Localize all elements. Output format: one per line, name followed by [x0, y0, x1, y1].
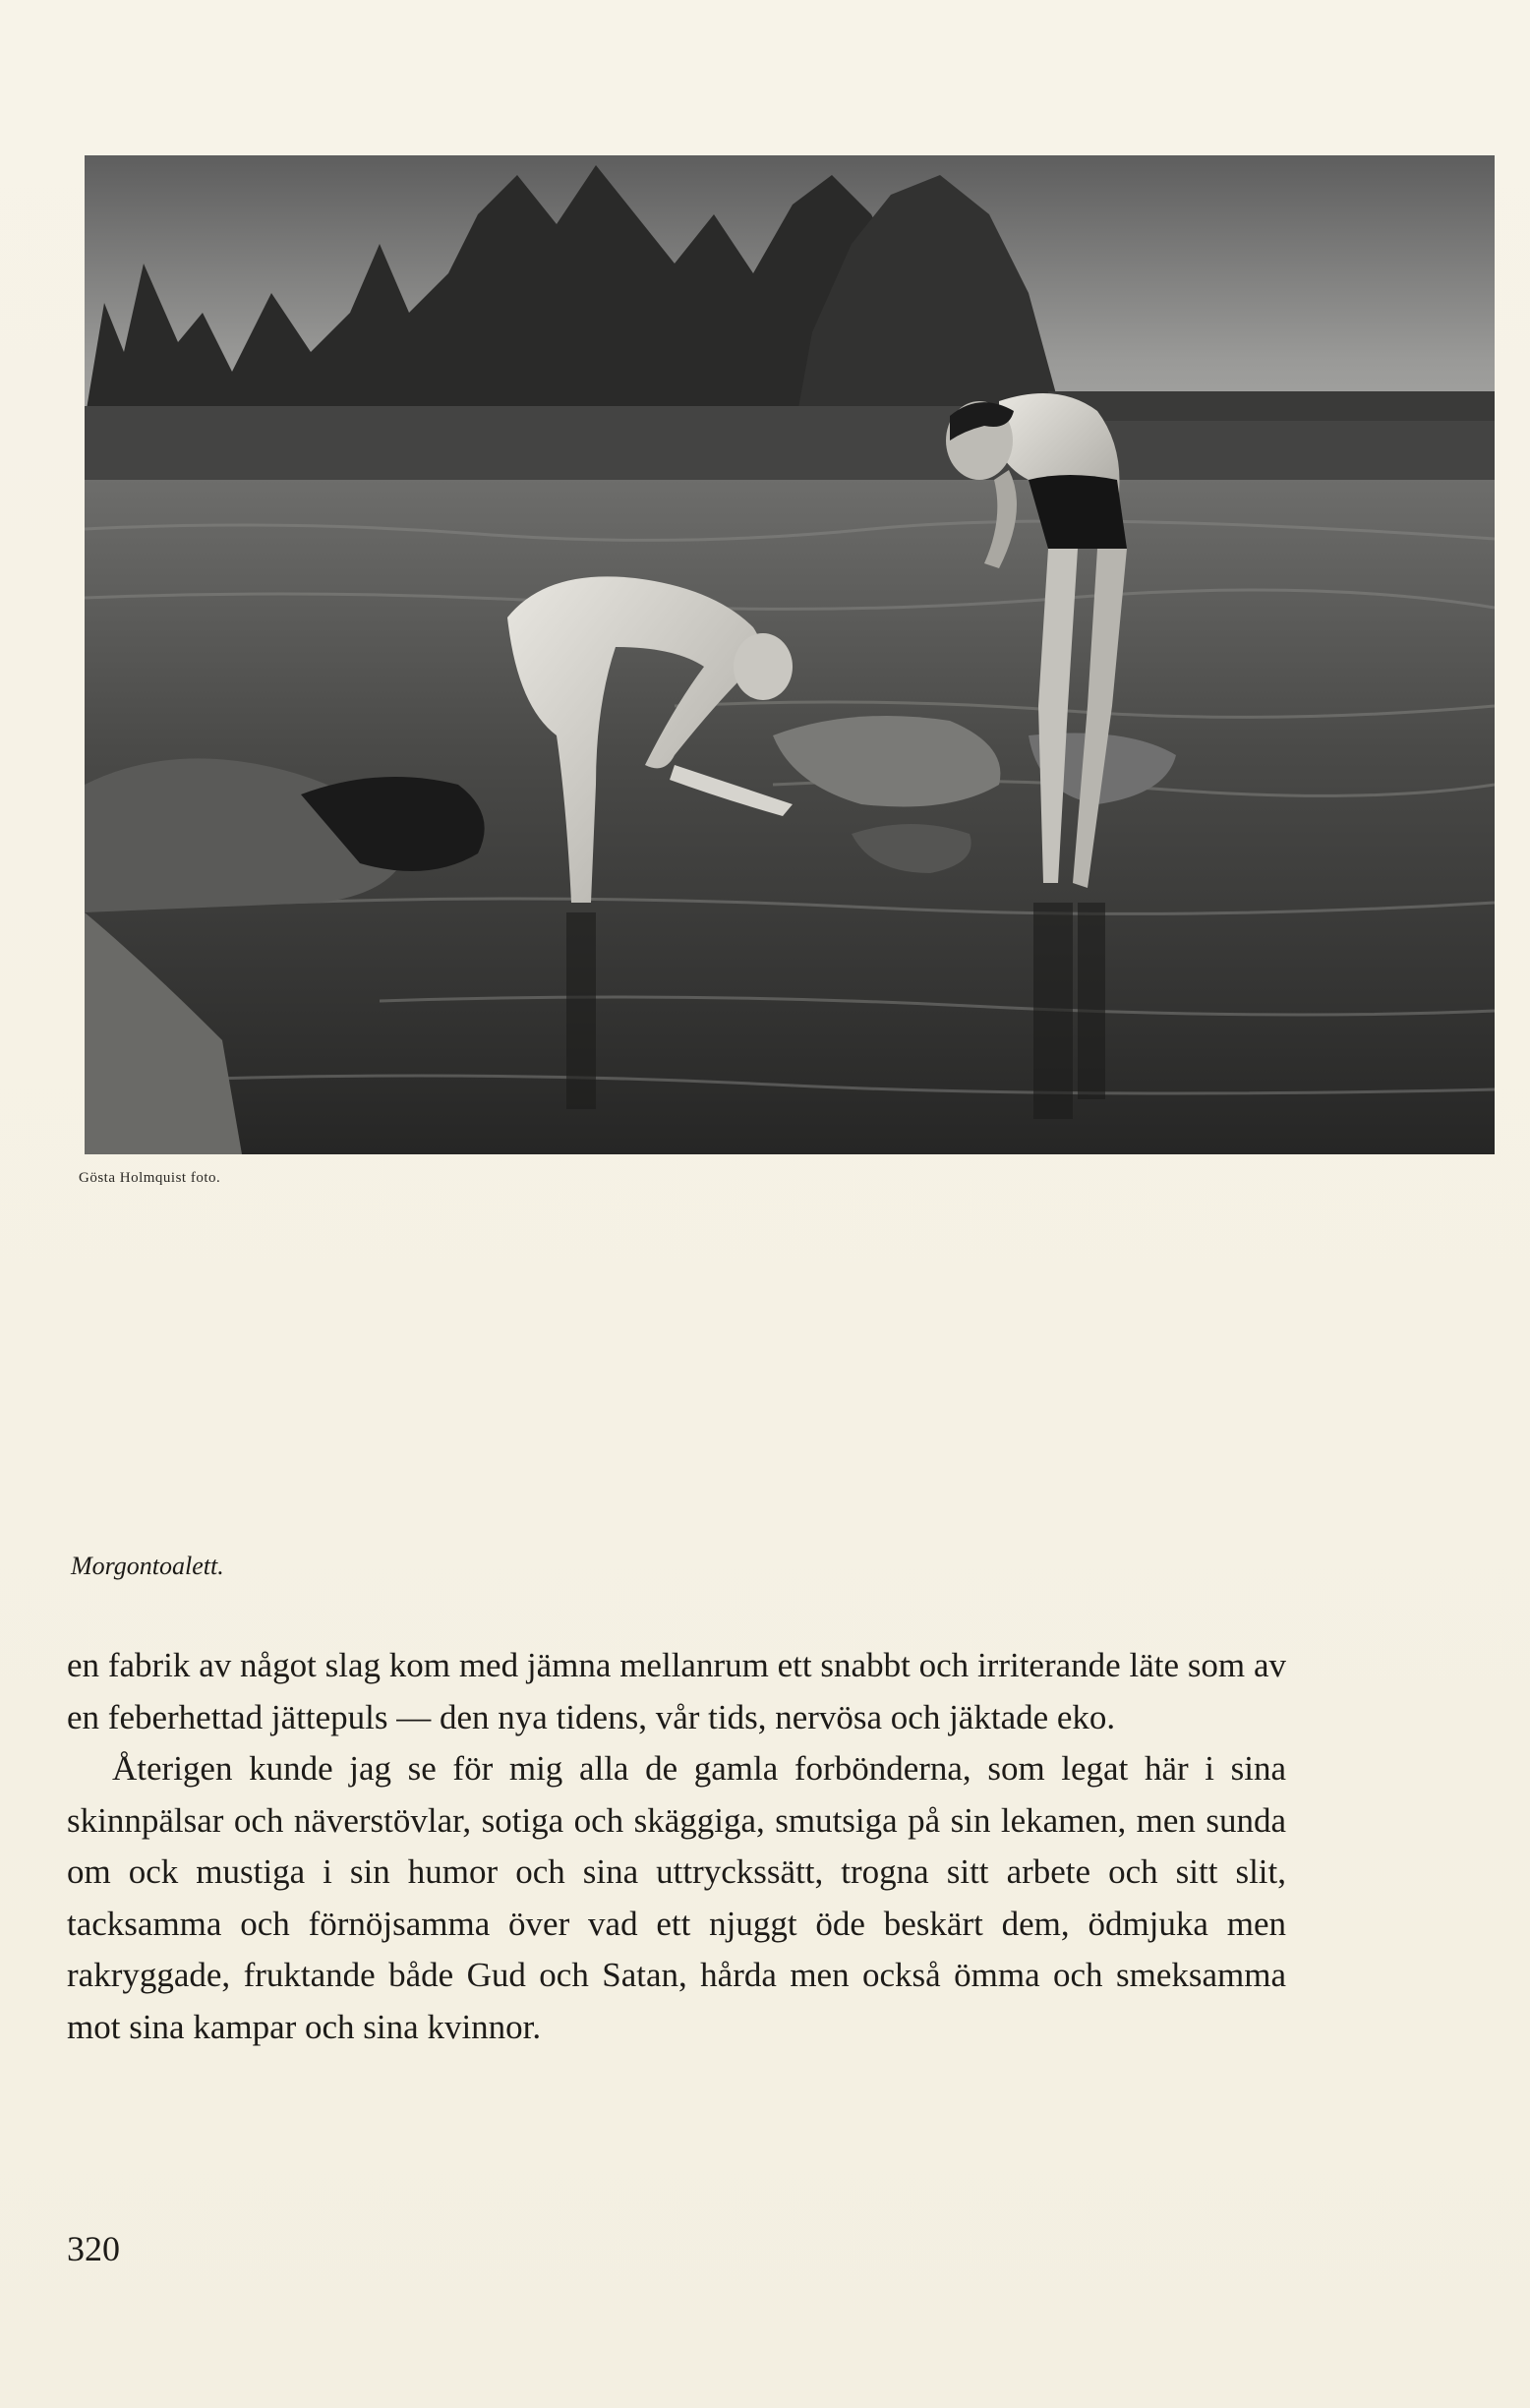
paragraph: Återigen kunde jag se för mig alla de gamla forbönderna, som legat här i sina skinnpälsar och näverstövlar, sotiga och skäggiga, smutsiga på sin lekamen, men sunda om ock mustiga i sin humor och sina uttryckssätt, trogna sitt arbete och sitt slit, tacksamma och förnöjsamma över vad ett njuggt öde beskärt dem, ödmjuka men rakryggade, fruktande både Gud och Satan, hårda men också ömma och smeksamma mot sina kampar och sina kvinnor.	[67, 1749, 1286, 2046]
page-number: 320	[67, 2229, 120, 2268]
paragraph: en fabrik av något slag kom med jämna mellanrum ett snabbt och irriterande läte som av en feberhettad jättepuls — den nya tidens, vår tids, nervösa och jäktade eko.	[67, 1646, 1286, 1736]
photo-credit: Gösta Holmquist foto.	[79, 1170, 221, 1186]
body-text	[67, 1640, 1286, 2053]
photograph	[85, 155, 1495, 1154]
photograph-illustration	[85, 155, 1495, 1154]
photo-caption: Morgontoalett.	[71, 1552, 224, 1580]
